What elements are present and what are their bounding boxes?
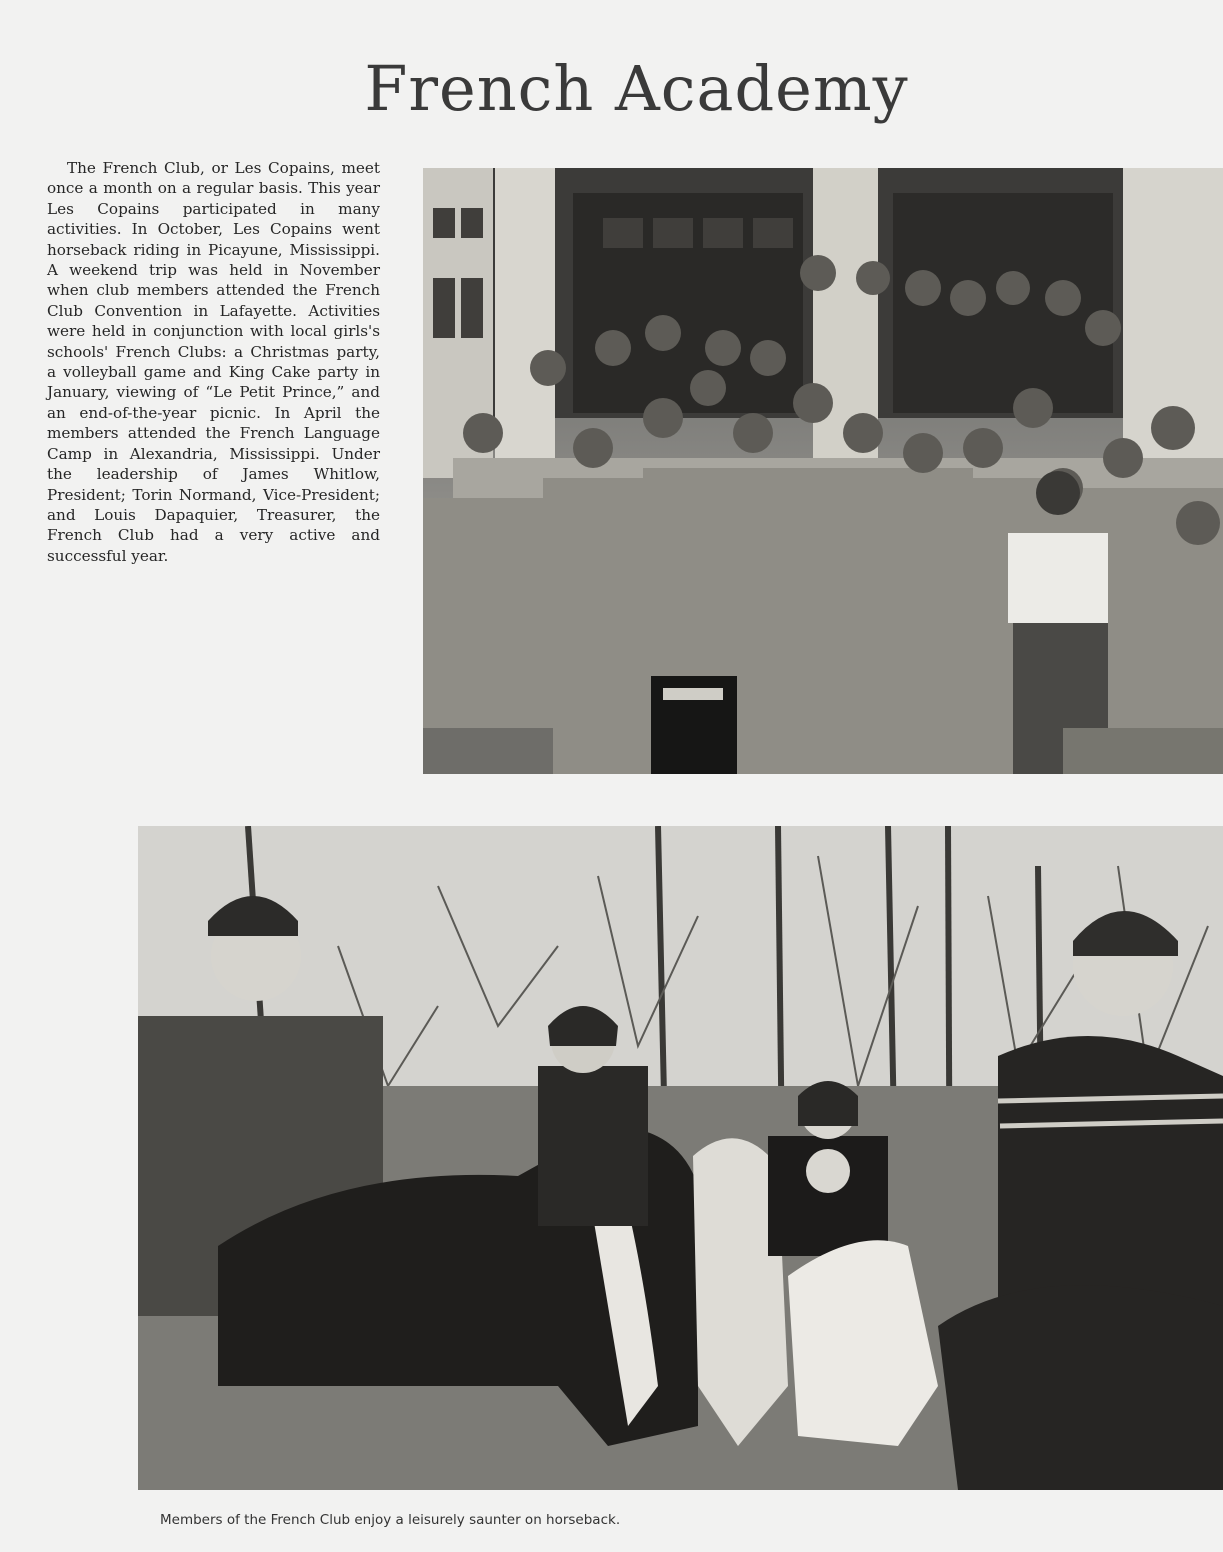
photo-caption: Members of the French Club enjoy a leisurely saunter on horseback. bbox=[160, 1512, 621, 1528]
group-photo bbox=[423, 168, 1223, 774]
group-photo-illustration bbox=[423, 168, 1223, 774]
horseback-photo bbox=[138, 826, 1223, 1490]
horseback-photo-illustration bbox=[138, 826, 1223, 1490]
page-title: French Academy bbox=[364, 52, 909, 125]
body-text: The French Club, or Les Copains, meet once a month on a regular basis. This year Les Copains participated in many activities. In October, Les Copains went horseback riding in Picayune, Mississippi. A weekend trip was held in November when club members attended the French Club Convention in Lafayette. Activities were held in conjunction with local girls's schools' French Clubs: a Christmas party, a volleyball game and King Cake party in January, viewing of “Le Petit Prince,” and an end-of-the-year picnic. In April the members attended the French Language Camp in Alexandria, Mississippi. Under the leadership of James Whitlow, President; Torin Normand, Vice-President; and Louis Dapaquier, Treasurer, the French Club had a very active and successful year. bbox=[47, 159, 380, 565]
